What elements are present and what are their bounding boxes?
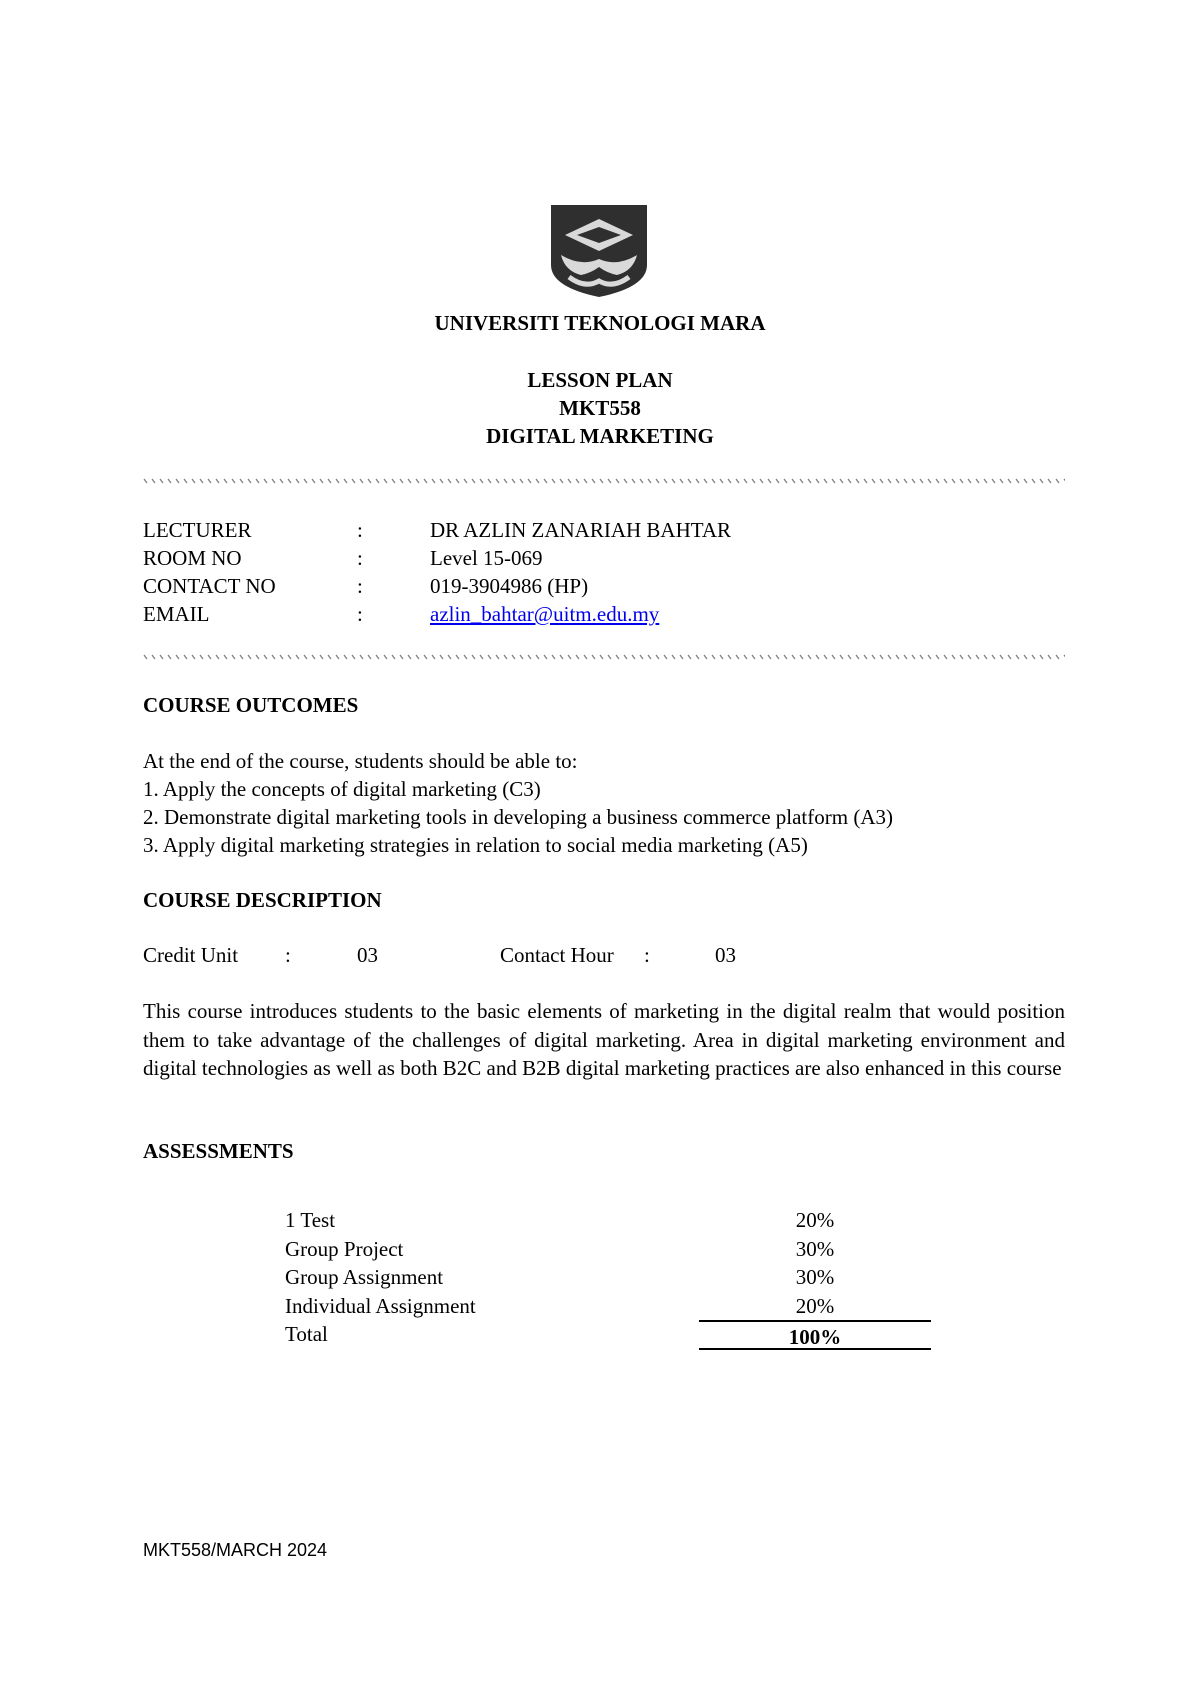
credit-unit-value: 03 xyxy=(357,943,378,967)
email-label: EMAIL xyxy=(143,602,210,626)
assessment-total-row xyxy=(285,1322,931,1351)
room-label: ROOM NO xyxy=(143,546,242,570)
outcome-item: 1. Apply the concepts of digital marketing (C3) xyxy=(143,777,541,801)
assessments-table xyxy=(285,1208,931,1351)
contact-hour-colon: : xyxy=(644,943,650,967)
course-code: MKT558 xyxy=(559,396,641,420)
assessment-row xyxy=(285,1294,931,1323)
footer-text: MKT558/MARCH 2024 xyxy=(143,1540,328,1560)
assessment-name: Group Project xyxy=(285,1236,404,1261)
outcome-item: 3. Apply digital marketing strategies in relation to social media marketing (A5) xyxy=(143,833,808,857)
credit-unit-colon: : xyxy=(285,943,291,967)
assessments-heading: ASSESSMENTS xyxy=(143,1139,294,1163)
total-value: 100% xyxy=(699,1320,931,1350)
university-name: UNIVERSITI TEKNOLOGI MARA xyxy=(434,311,766,335)
contact-label: CONTACT NO xyxy=(143,574,276,598)
contact-hour-label: Contact Hour xyxy=(500,943,614,967)
assessment-name: Group Assignment xyxy=(285,1265,444,1289)
outcomes-intro: At the end of the course, students should be able to: xyxy=(143,749,578,773)
room-colon: : xyxy=(357,546,363,570)
room-value: Level 15-069 xyxy=(430,546,543,570)
contact-value: 019-3904986 (HP) xyxy=(430,574,589,598)
credit-contact-row xyxy=(0,943,1200,971)
separator-top xyxy=(143,476,1065,486)
assessment-percent: 30% xyxy=(795,1265,835,1289)
course-outcomes-heading: COURSE OUTCOMES xyxy=(143,693,359,717)
credit-unit-label: Credit Unit xyxy=(143,943,239,967)
outcome-item: 2. Demonstrate digital marketing tools in developing a business commerce platform (A3) xyxy=(143,805,893,829)
contact-colon: : xyxy=(357,574,363,598)
assessment-name: 1 Test xyxy=(285,1208,336,1232)
assessment-percent: 20% xyxy=(795,1293,835,1318)
assessment-row xyxy=(285,1265,931,1294)
lecturer-label: LECTURER xyxy=(143,518,252,542)
uitm-logo xyxy=(547,205,651,297)
assessment-percent: 30% xyxy=(795,1236,835,1261)
lecturer-value: DR AZLIN ZANARIAH BAHTAR xyxy=(430,518,732,542)
document-type: LESSON PLAN xyxy=(527,368,673,392)
lecturer-colon: : xyxy=(357,518,363,542)
total-label: Total xyxy=(285,1322,328,1346)
assessment-row xyxy=(285,1237,931,1266)
contact-hour-value: 03 xyxy=(715,943,736,967)
assessment-percent: 20% xyxy=(795,1208,835,1232)
assessment-name: Individual Assignment xyxy=(285,1293,476,1318)
course-description-heading: COURSE DESCRIPTION xyxy=(143,888,382,912)
assessment-row xyxy=(285,1208,931,1237)
course-name: DIGITAL MARKETING xyxy=(486,424,714,448)
course-description-text: This course introduces students to the basic elements of marketing in the digital realm that would position them to take advantage of the challenges of digital marketing. Area in digital marketing environment and digital technologies as well as both B2C and B2B digital marketing practices are also enhanced in this course xyxy=(143,999,1065,1080)
separator-bottom xyxy=(143,652,1065,662)
email-link[interactable]: azlin_bahtar@uitm.edu.my xyxy=(430,602,660,626)
email-colon: : xyxy=(357,602,363,626)
